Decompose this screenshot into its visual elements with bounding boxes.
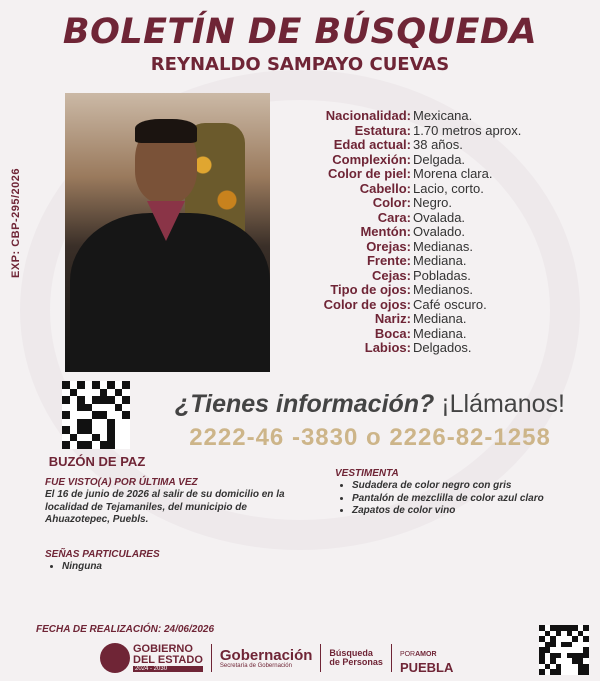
creation-date: FECHA DE REALIZACIÓN: 24/06/2026 — [36, 624, 215, 635]
detail-row — [285, 327, 585, 342]
por-amor-puebla-logo: PORAMOR PUEBLA — [399, 650, 454, 675]
person-name: REYNALDO SAMPAYO CUEVAS — [150, 54, 450, 75]
detail-value: Mediana. — [413, 325, 467, 341]
detail-row — [285, 254, 585, 269]
bulletin-title: BOLETÍN DE BÚSQUEDA — [62, 12, 538, 52]
detail-value: Morena clara. — [413, 166, 493, 181]
busqueda-logo: Búsqueda de Personas — [329, 648, 383, 667]
detail-label: Complexión: — [332, 151, 411, 167]
detail-value: Delgados. — [413, 340, 472, 355]
list-item: • Ninguna — [62, 561, 252, 574]
gobernacion-logo: Gobernación Secretaría de Gobernación — [219, 646, 313, 669]
footer-qr-code-icon[interactable] — [539, 625, 589, 675]
clothing-heading: VESTIMENTA — [335, 468, 399, 479]
detail-row — [285, 211, 585, 226]
detail-label: Frente: — [366, 253, 411, 268]
detail-label: Tipo de ojos: — [330, 282, 411, 297]
question-text: ¿Tienes información? — [175, 390, 435, 418]
phone-numbers[interactable]: 2222-46 -3830 o 2226-82-1258 — [189, 424, 551, 451]
detail-row — [285, 182, 585, 197]
list-item: • Sudadera de color negro con gris — [352, 480, 592, 493]
detail-label: Cabello: — [359, 180, 411, 196]
detail-value: Lacio, corto. — [413, 180, 484, 196]
detail-row — [285, 240, 585, 255]
call-text: ¡Llámanos! — [434, 390, 565, 418]
list-item: • Pantalón de mezclilla de color azul claro — [352, 493, 592, 506]
detail-label: Cejas: — [371, 267, 411, 283]
detail-label: Cara: — [377, 209, 411, 225]
last-seen-text: El 16 de junio de 2026 al salir de su domicilio en la localidad de Tejamaniles, del municipio de Ahuazotepec, Puebls. — [45, 489, 285, 525]
clothing-list — [342, 480, 592, 518]
info-question — [150, 390, 590, 419]
description-list — [285, 109, 585, 356]
detail-label: Color de ojos: — [323, 296, 411, 312]
detail-value: Delgada. — [413, 151, 466, 167]
detail-value: Negro. — [413, 195, 453, 210]
detail-row — [285, 138, 585, 153]
qr-code-icon[interactable] — [62, 381, 130, 449]
detail-label: Orejas: — [366, 238, 411, 254]
detail-row — [285, 225, 585, 240]
detail-value: Ovalada. — [413, 209, 466, 225]
detail-label: Color de piel: — [327, 166, 411, 181]
detail-label: Mentón: — [360, 224, 411, 239]
detail-value: Medianas. — [413, 238, 473, 254]
detail-label: Boca: — [374, 325, 411, 341]
detail-label: Color: — [372, 195, 411, 210]
marks-list — [52, 561, 252, 574]
state-government-logo: GOBIERNO DEL ESTADO 2024 - 2030 — [100, 643, 203, 673]
detail-value: Ovalado. — [413, 224, 466, 239]
detail-row — [285, 167, 585, 182]
detail-row — [285, 269, 585, 284]
detail-label: Nariz: — [374, 311, 411, 326]
buzon-label: BUZÓN DE PAZ — [48, 454, 146, 469]
list-item: • Zapatos de color vino — [352, 505, 592, 518]
detail-row — [285, 153, 585, 168]
last-seen-heading: FUE VISTO(A) POR ÚLTIMA VEZ — [45, 477, 198, 488]
detail-value: 1.70 metros aprox. — [413, 122, 522, 138]
detail-value: Mediana. — [413, 311, 467, 326]
detail-row — [285, 298, 585, 313]
detail-label: Estatura: — [354, 122, 411, 138]
detail-value: Pobladas. — [413, 267, 471, 283]
detail-label: Nacionalidad: — [325, 108, 411, 123]
detail-row — [285, 196, 585, 211]
detail-value: Café oscuro. — [413, 296, 487, 312]
detail-row — [285, 341, 585, 356]
detail-row — [285, 283, 585, 298]
state-emblem-icon — [100, 643, 130, 673]
detail-value: Mexicana. — [413, 108, 473, 123]
detail-row — [285, 124, 585, 139]
detail-row — [285, 312, 585, 327]
detail-value: Mediana. — [413, 253, 467, 268]
case-number: EXP: CBP-295/2026 — [10, 168, 22, 278]
detail-label: Edad actual: — [333, 137, 411, 152]
footer-logos — [100, 637, 461, 679]
detail-value: Medianos. — [413, 282, 473, 297]
detail-value: 38 años. — [413, 137, 463, 152]
detail-row — [285, 109, 585, 124]
person-photo — [65, 93, 270, 372]
detail-label: Labios: — [364, 340, 411, 355]
marks-heading: SEÑAS PARTICULARES — [45, 549, 160, 560]
